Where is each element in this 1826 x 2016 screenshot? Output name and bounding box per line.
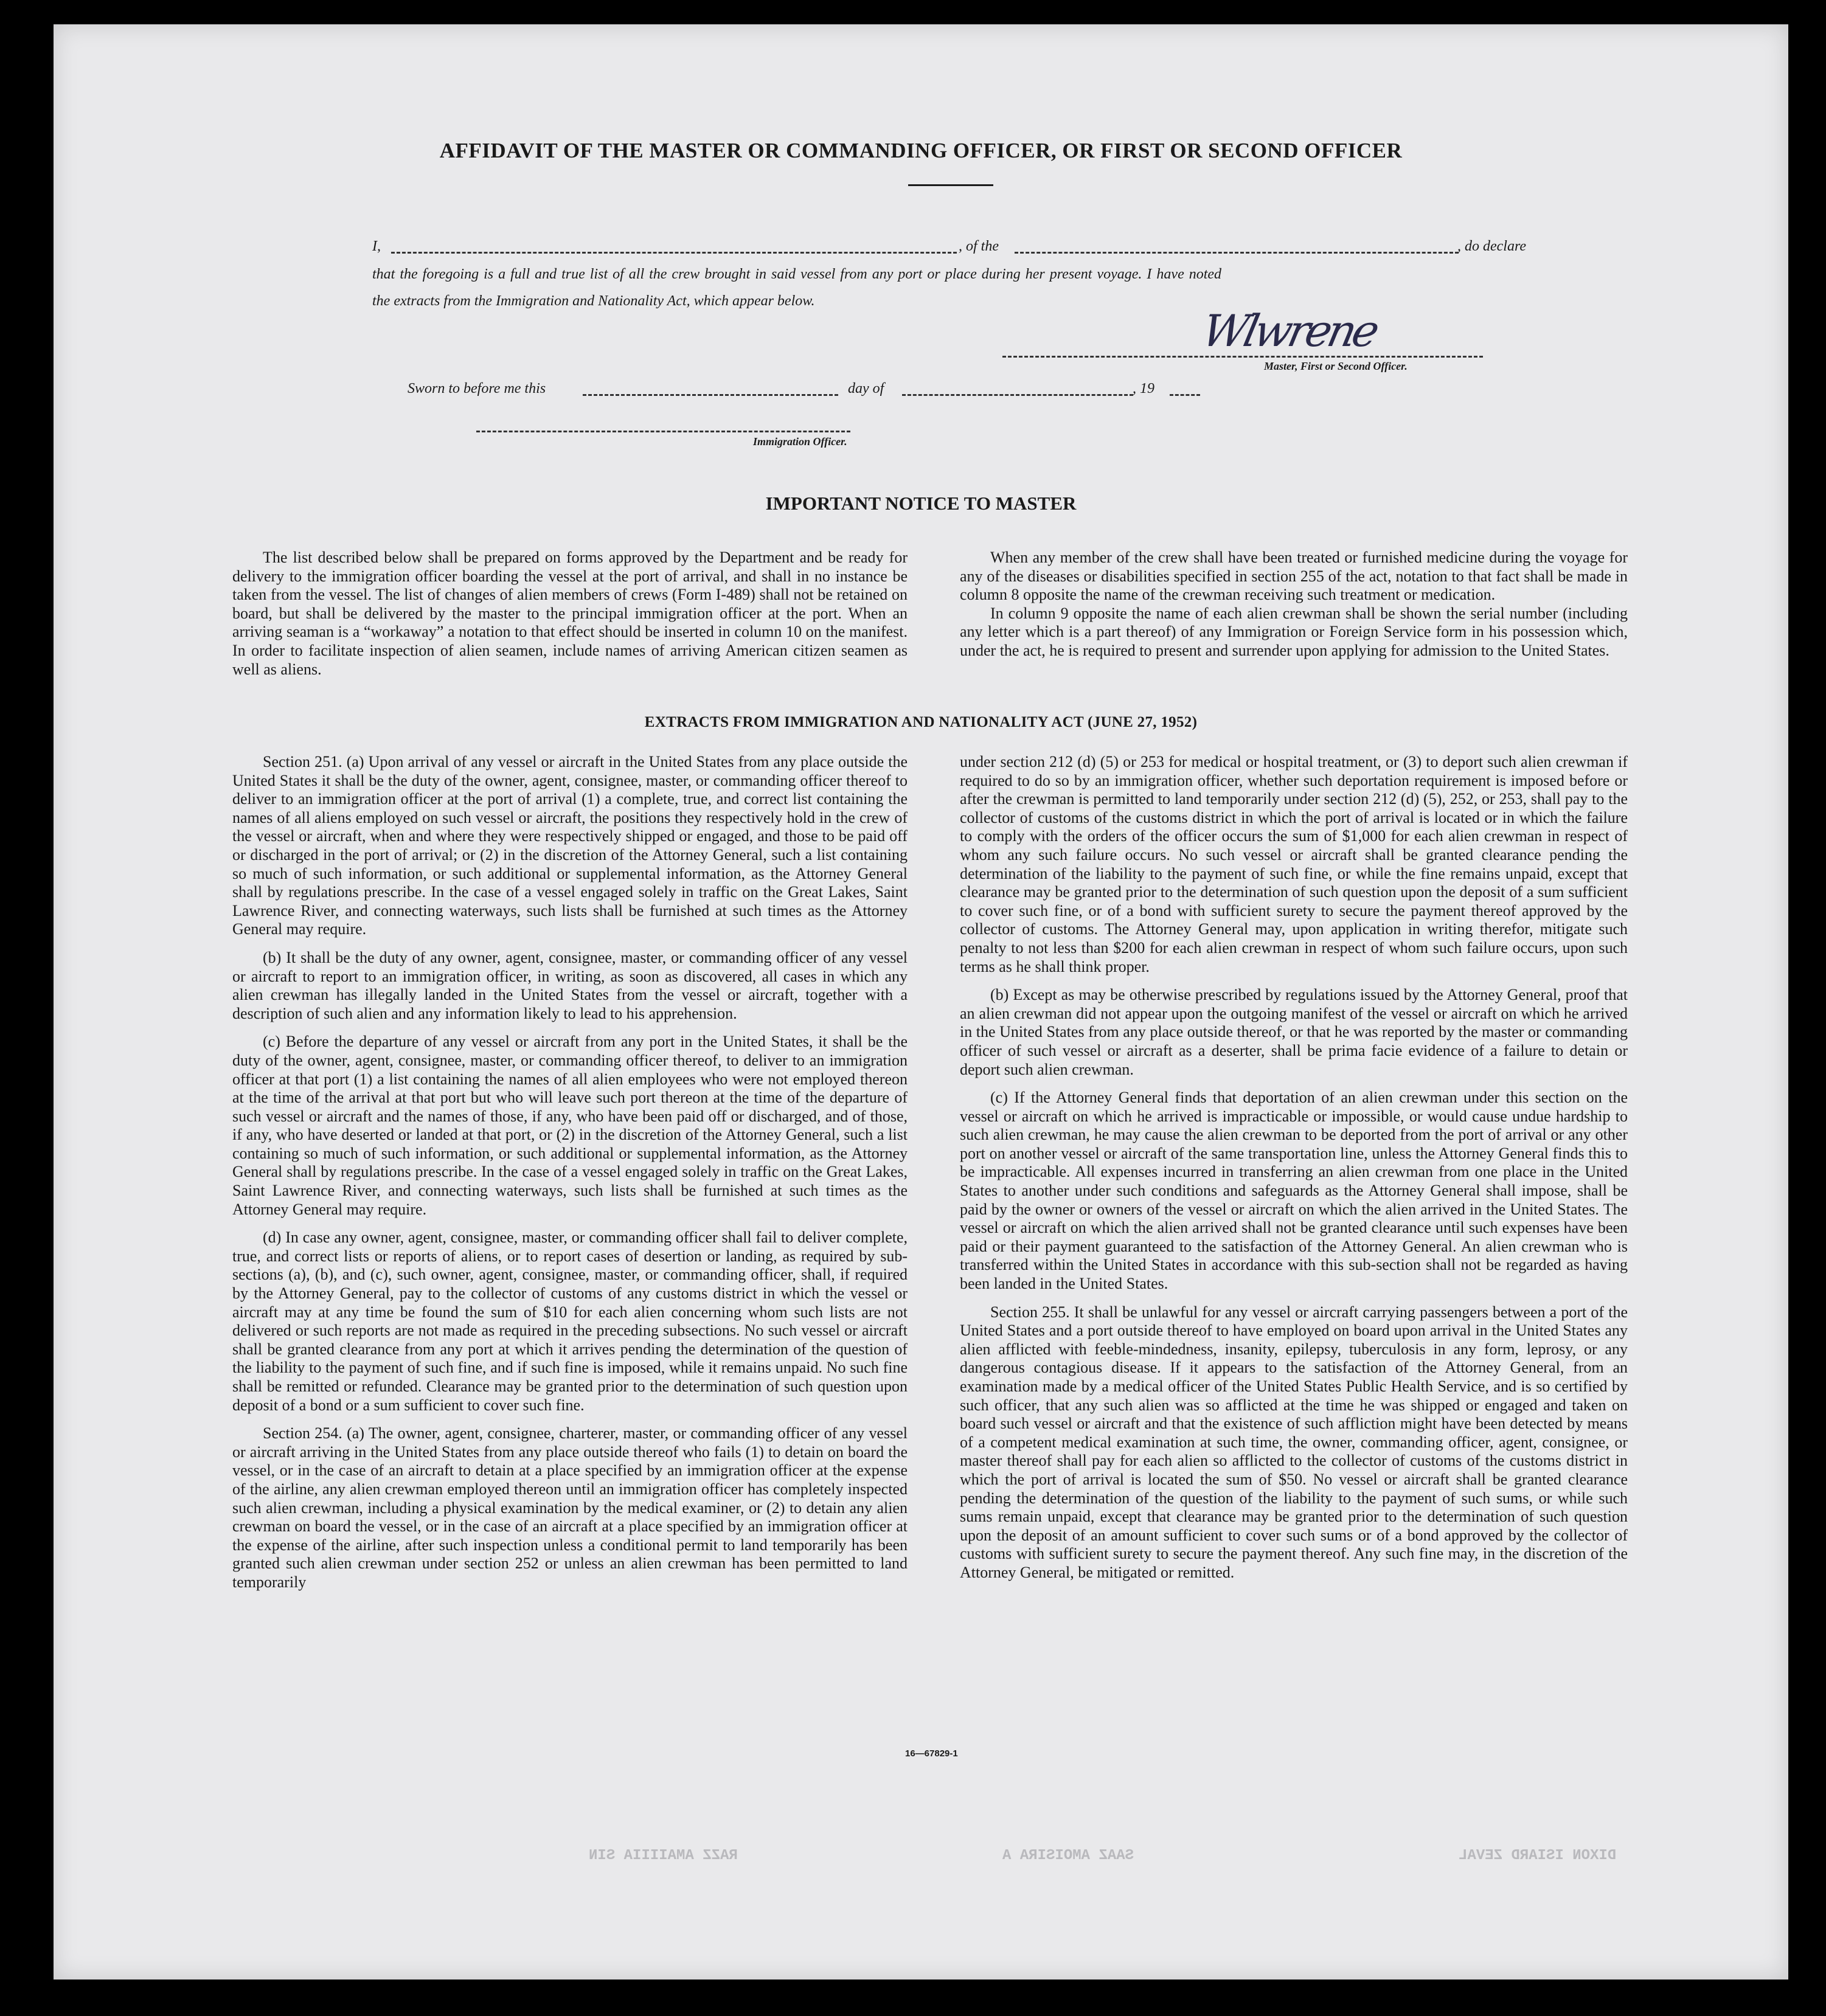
section-254-c: (c) If the Attorney General finds that deportation of an alien crewman under this section on the vessel or aircraft on which he arrived is impracticable or impossible, or would cause undue hardship to such alien crewman, he may cause the alien crewman to be deported from the port of arrival or any other port on another vessel or aircraft of the same transportation line, unless the Attorney General finds this to be impracticable. All expenses incurred in transferring an alien crewman from one place in the United States to another under such conditions and safeguards as the Attorney General shall impose, shall be paid by the owner or owners of the vessel or aircraft on which the alien arrived in the United States. The vessel or aircraft on which the alien arrived shall not be granted clearance until such expenses have been paid or their payment guaranteed to the satisfaction of the Attorney General. An alien crewman who is transferred within the United States in accordance with this sub-section shall not be regarded as having been landed in the United States. [960, 1089, 1628, 1293]
declare-label: , do declare [1457, 238, 1527, 254]
declarant-prefix: I, [372, 238, 381, 254]
bleed-through-text-2: SAAZ AMOISIRA A [1002, 1848, 1134, 1864]
sworn-month-blank [902, 394, 1133, 396]
notice-right-paragraph-2: In column 9 opposite the name of each alien crewman shall be shown the serial number (including any letter which is a part thereof) of any Immigration or Foreign Service form in his possession which, under the act, he is required to present and surrender upon applying for admission to the United States. [960, 604, 1628, 659]
section-251-b: (b) It shall be the duty of any owner, agent, consignee, master, or commanding officer of any vessel or aircraft to report to an immigration officer, in writing, as soon as discovered, all cases in which any alien crewman has illegally landed in the United States from the vessel or aircraft, together with a description of such alien and any information likely to lead to his apprehension. [232, 948, 908, 1022]
section-254-a-continued: under section 212 (d) (5) or 253 for medical or hospital treatment, or (3) to deport such alien crewman if required to do so by an immigration officer, whether such deportation requirement is imposed before or after the crewman is permitted to land temporarily under section 212 (d) (5), 252, or 253, shall pay to the collector of customs of the customs district in which the port of arrival is located or in which the failure to comply with the orders of the officer occurs the sum of $1,000 for each alien crewman in respect of whom any such failure occurs. No such vessel or aircraft shall be granted clearance pending the determination of the liability to the payment of such fine, or while the fine remains unpaid, except that clearance may be granted prior to the determination of such question upon the deposit of a sum sufficient to cover such fine, or of a bond with sufficient surety to secure the payment thereof approved by the collector of customs. The Attorney General may, upon application in writing therefor, mitigate such penalty to not less than $200 for each alien crewman in respect of whom such failure occurs, upon such terms as he shall think proper. [960, 753, 1628, 975]
year-label: , 19 [1133, 381, 1154, 397]
notice-left-column [232, 549, 908, 679]
document-page [54, 24, 1788, 1980]
notice-right-column [960, 549, 1628, 660]
year-blank [1170, 394, 1200, 396]
declarant-name-blank [391, 252, 957, 254]
section-254-a: Section 254. (a) The owner, agent, consignee, charterer, master, or commanding officer of any vessel or aircraft arriving in the United States from any place outside thereof who fails (1) to detain on board the vessel, or in the case of an aircraft to detain at a place specified by an immigration officer at the expense of the airline, any alien crewman employed thereon until an immigration officer has completely inspected such alien crewman, including a physical examination by the medical examiner, or (2) to detain any alien crewman on board the vessel, or in the case of an aircraft at a place specified by an immigration officer at the expense of the airline, after such inspection unless a conditional permit to land temporarily has been granted such alien crewman under section 252 or unless an alien crewman has been permitted to land temporarily [232, 1424, 908, 1591]
extracts-right-column [960, 753, 1628, 1582]
sworn-label: Sworn to before me this [408, 381, 546, 397]
notice-title: IMPORTANT NOTICE TO MASTER [765, 493, 1077, 514]
of-the-label: , of the [959, 238, 999, 254]
bleed-through-text-1: DIXON ISIARD ZEVAL [1459, 1848, 1617, 1864]
officer-label: Immigration Officer. [753, 435, 847, 448]
section-254-b: (b) Except as may be otherwise prescribed by regulations issued by the Attorney General, proof that an alien crewman did not appear upon the outgoing manifest of the vessel or aircraft on which he arrived in the United States from any place outside thereof, or that he was reported by the master or commanding officer of such vessel or aircraft as a deserter, shall be prima facie evidence of a failure to detain or deport such alien crewman. [960, 986, 1628, 1078]
day-of-label: day of [848, 381, 884, 397]
form-number: 16—67829-1 [905, 1748, 958, 1759]
declaration-line-2: that the foregoing is a full and true list of all the crew brought in said vessel from any port or place during her present voyage. I have noted [372, 266, 1222, 282]
officer-signature-blank [476, 431, 850, 432]
extracts-left-column [232, 753, 908, 1592]
bleed-through-text-3: RAZZ AMAIIIIA SIN [589, 1848, 738, 1864]
section-255: Section 255. It shall be unlawful for any vessel or aircraft carrying passengers between a port of the United States and a port outside thereof to have employed on board upon arrival in the United States any alien afflicted with feeble-mindedness, insanity, epilepsy, tuberculosis in any form, leprosy, or any dangerous contagious disease. If it appears to the satisfaction of the Attorney General, from an examination made by a medical officer of the United States Public Health Service, and is so certified by such officer, that any such alien was so afflicted at the time he was shipped or engaged and taken on board such vessel or aircraft and that the existence of such affliction might have been detected by means of a competent medical examination at such time, the owner, commanding officer, agent, consignee, or master thereof shall pay for each alien so afflicted to the collector of customs of the customs district in which the port of arrival is located the sum of $50. No vessel or aircraft shall be granted clearance pending the determination of the question of the liability to the payment of such sums, or while such sums remain unpaid, except that clearance may be granted prior to the determination of such question upon the deposit of an amount sufficient to cover such sums or of a bond approved by the collector of customs with sufficient surety to secure the payment thereof. Any such fine may, in the discretion of the Attorney General, be mitigated or remitted. [960, 1303, 1628, 1581]
vessel-name-blank [1015, 252, 1459, 254]
section-251-a: Section 251. (a) Upon arrival of any vessel or aircraft in the United States from any place outside the United States it shall be the duty of the owner, agent, consignee, master, or commanding officer thereof to deliver to an immigration officer at the port of arrival (1) a complete, true, and correct list containing the names of all aliens employed on such vessel or aircraft, the positions they respectively hold in the crew of the vessel or aircraft, when and where they were respectively shipped or engaged, and those to be paid off or discharged in the port of arrival; or (2) in the discretion of the Attorney General, such a list containing so much of such information, or such additional or supplemental information, as the Attorney General shall by regulations prescribe. In the case of a vessel engaged solely in traffic on the Great Lakes, Saint Lawrence River, and connecting waterways, such lists shall be furnished at such times as the Attorney General may require. [232, 753, 908, 938]
officer-signature: Wlwrene [1198, 305, 1381, 356]
signature-blank [1002, 356, 1483, 358]
declaration-line-3: the extracts from the Immigration and Nationality Act, which appear below. [372, 293, 815, 309]
section-251-c: (c) Before the departure of any vessel or aircraft from any port in the United States, it shall be the duty of the owner, agent, consignee, master, or commanding officer thereof, to deliver to an immigration officer at that port (1) a list containing the names of all alien employees who were not employed thereon at the time of the arrival at that port but who will leave such port thereon at the time of the departure of such vessel or aircraft and the names of those, if any, who have been paid off or discharged, and of those, if any, who have deserted or landed at that port, or (2) in the discretion of the Attorney General, such a list containing so much of such information, or such additional or supplemental information, as the Attorney General shall by regulations prescribe. In the case of a vessel engaged solely in traffic on the Great Lakes, Saint Lawrence River, and connecting waterways, such lists shall be furnished at such times as the Attorney General may require. [232, 1033, 908, 1218]
section-251-d: (d) In case any owner, agent, consignee, master, or commanding officer shall fail to deliver complete, true, and correct lists or reports of aliens, or to report cases of desertion or landing, as required by sub-sections (a), (b), and (c), such owner, agent, consignee, master, or commanding officer, shall, if required by the Attorney General, pay to the collector of customs of any customs district in which the vessel or aircraft may at any time be found the sum of $10 for each alien concerning whom such lists are not delivered or such reports are not made as required in the preceding subsections. No such vessel or aircraft shall be granted clearance from any port at which it arrives pending the determination of the question of the liability to the payment of such fine, and if such fine is imposed, while it remains unpaid. No such fine shall be remitted or refunded. Clearance may be granted prior to the determination of such question upon deposit of a bond or a sum sufficient to cover such fine. [232, 1228, 908, 1414]
affidavit-title: AFFIDAVIT OF THE MASTER OR COMMANDING OFFICER, OR FIRST OR SECOND OFFICER [439, 139, 1403, 162]
notice-left-paragraph: The list described below shall be prepared on forms approved by the Department and be ready for delivery to the immigration officer boarding the vessel at the port of arrival, and shall in no instance be taken from the vessel. The list of changes of alien members of crews (Form I-489) shall not be retained on board, but shall be delivered by the master to the principal immigration officer at the port. When an arriving seaman is a “workaway” a notation to that effect should be inserted in column 10 on the manifest. In order to facilitate inspection of alien seamen, include names of arriving American citizen seamen as well as aliens. [232, 549, 908, 678]
signer-label: Master, First or Second Officer. [1264, 360, 1408, 372]
sworn-day-blank [583, 394, 838, 396]
notice-right-paragraph-1: When any member of the crew shall have been treated or furnished medicine during the voyage for any of the diseases or disabilities specified in section 255 of the act, notation to that fact shall be made in column 8 opposite the name of the crewman receiving such treatment or medication. [960, 549, 1628, 604]
extracts-title: EXTRACTS FROM IMMIGRATION AND NATIONALITY ACT (JUNE 27, 1952) [644, 714, 1198, 730]
title-divider [908, 184, 993, 186]
